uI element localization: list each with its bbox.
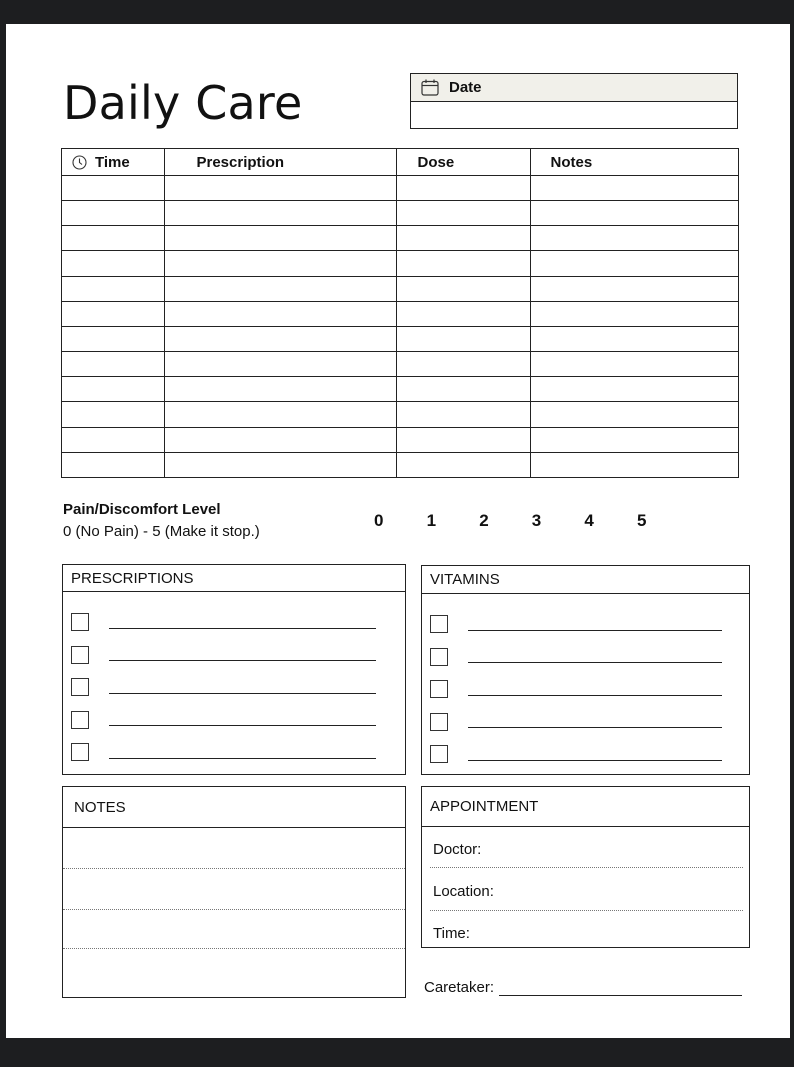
vitamin-entry-line[interactable] [468,662,722,663]
table-row [62,352,738,377]
cell-time[interactable] [62,427,164,452]
table-row [62,301,738,326]
prescription-checkbox[interactable] [71,678,89,696]
cell-time[interactable] [62,402,164,427]
notes-line [63,868,405,869]
prescription-entry-line[interactable] [109,725,376,726]
cell-prescription[interactable] [164,352,396,377]
pain-option-1[interactable]: 1 [426,511,437,530]
cell-time[interactable] [62,352,164,377]
prescription-checkbox[interactable] [71,646,89,664]
cell-notes[interactable] [530,402,738,427]
cell-notes[interactable] [530,452,738,477]
cell-dose[interactable] [396,427,530,452]
cell-dose[interactable] [396,402,530,427]
cell-notes[interactable] [530,326,738,351]
pain-option-4[interactable]: 4 [584,511,594,530]
notes-header: NOTES [63,787,405,828]
clock-icon [72,155,87,170]
pain-option-0[interactable]: 0 [374,511,384,530]
pain-option-3[interactable]: 3 [531,511,542,530]
table-row [62,377,738,402]
prescriptions-box [62,564,406,775]
cell-time[interactable] [62,176,164,201]
cell-dose[interactable] [396,176,530,201]
cell-dose[interactable] [396,276,530,301]
caretaker-signature-line[interactable] [499,981,742,996]
caretaker-label: Caretaker: [424,979,495,996]
cell-dose[interactable] [396,377,530,402]
vitamin-checkbox[interactable] [430,615,448,633]
prescription-checkbox[interactable] [71,711,89,729]
vitamins-box [421,565,750,775]
cell-notes[interactable] [530,226,738,251]
column-label: Dose [417,153,455,171]
vitamin-checkbox[interactable] [430,680,448,698]
cell-prescription[interactable] [164,226,396,251]
vitamin-entry-line[interactable] [468,727,722,728]
pain-level-title: Pain/Discomfort Level [63,501,221,518]
notes-line [63,909,405,910]
calendar-icon [421,79,439,96]
cell-dose[interactable] [396,201,530,226]
cell-time[interactable] [62,452,164,477]
page-title: Daily Care [63,76,303,130]
table-row [62,402,738,427]
column-header-prescription [164,149,396,176]
cell-notes[interactable] [530,352,738,377]
pain-option-2[interactable]: 2 [479,511,489,530]
prescription-entry-line[interactable] [109,693,376,694]
prescription-entry-line[interactable] [109,660,376,661]
cell-prescription[interactable] [164,326,396,351]
cell-prescription[interactable] [164,402,396,427]
care-sheet-page [6,24,790,1038]
cell-time[interactable] [62,201,164,226]
table-row [62,452,738,477]
pain-level-subtitle: 0 (No Pain) - 5 (Make it stop.) [63,523,260,540]
cell-time[interactable] [62,226,164,251]
prescriptions-header: PRESCRIPTIONS [63,565,405,592]
column-label: Time [95,153,130,171]
prescription-entry-line[interactable] [109,628,376,629]
cell-notes[interactable] [530,427,738,452]
cell-notes[interactable] [530,251,738,276]
date-label: Date [449,79,482,96]
table-row [62,226,738,251]
vitamin-checkbox[interactable] [430,713,448,731]
cell-time[interactable] [62,276,164,301]
column-header-dose [396,149,530,176]
vitamin-item [430,648,722,666]
cell-prescription[interactable] [164,176,396,201]
appointment-line [430,867,743,868]
cell-dose[interactable] [396,326,530,351]
column-label: Prescription [196,153,285,171]
appointment-line [430,910,743,911]
prescription-checkbox[interactable] [71,743,89,761]
cell-prescription[interactable] [164,201,396,226]
cell-prescription[interactable] [164,427,396,452]
column-header-time [62,149,164,176]
table-row [62,176,738,201]
vitamin-entry-line[interactable] [468,760,722,761]
caretaker-field [424,979,742,996]
cell-dose[interactable] [396,226,530,251]
cell-dose[interactable] [396,452,530,477]
cell-dose[interactable] [396,301,530,326]
prescription-item [71,711,376,729]
vitamin-item [430,680,722,698]
vitamin-entry-line[interactable] [468,630,722,631]
column-label: Notes [550,153,593,171]
cell-prescription[interactable] [164,452,396,477]
table-row [62,326,738,351]
notes-box [62,786,406,998]
date-field[interactable] [411,102,737,130]
location-field-label: Location: [433,883,494,900]
cell-notes[interactable] [530,201,738,226]
medication-log-table [61,148,739,478]
vitamin-item [430,713,722,731]
column-header-notes [530,149,738,176]
vitamin-checkbox[interactable] [430,648,448,666]
date-box [410,73,738,129]
cell-prescription[interactable] [164,301,396,326]
cell-prescription[interactable] [164,276,396,301]
cell-dose[interactable] [396,352,530,377]
cell-time[interactable] [62,377,164,402]
prescription-item [71,646,376,664]
cell-time[interactable] [62,251,164,276]
prescription-entry-line[interactable] [109,758,376,759]
prescription-checkbox[interactable] [71,613,89,631]
table-header-row [62,149,738,176]
cell-dose[interactable] [396,251,530,276]
table-row [62,427,738,452]
prescription-item [71,613,376,631]
pain-option-5[interactable]: 5 [636,511,647,530]
prescription-item [71,743,376,761]
table-row [62,251,738,276]
cell-time[interactable] [62,301,164,326]
table-row [62,201,738,226]
pain-scale [374,511,690,531]
table-row [62,276,738,301]
vitamin-item [430,745,722,763]
cell-notes[interactable] [530,377,738,402]
doctor-field-label: Doctor: [433,841,482,858]
vitamin-checkbox[interactable] [430,745,448,763]
cell-notes[interactable] [530,301,738,326]
appointment-box [421,786,750,948]
prescription-item [71,678,376,696]
cell-prescription[interactable] [164,377,396,402]
cell-time[interactable] [62,326,164,351]
vitamins-header: VITAMINS [422,566,749,594]
appointment-header: APPOINTMENT [422,787,749,827]
time-field-label: Time: [433,925,470,942]
notes-line [63,948,405,949]
cell-notes[interactable] [530,176,738,201]
vitamin-item [430,615,722,633]
cell-prescription[interactable] [164,251,396,276]
cell-notes[interactable] [530,276,738,301]
date-header [411,74,737,102]
vitamin-entry-line[interactable] [468,695,722,696]
